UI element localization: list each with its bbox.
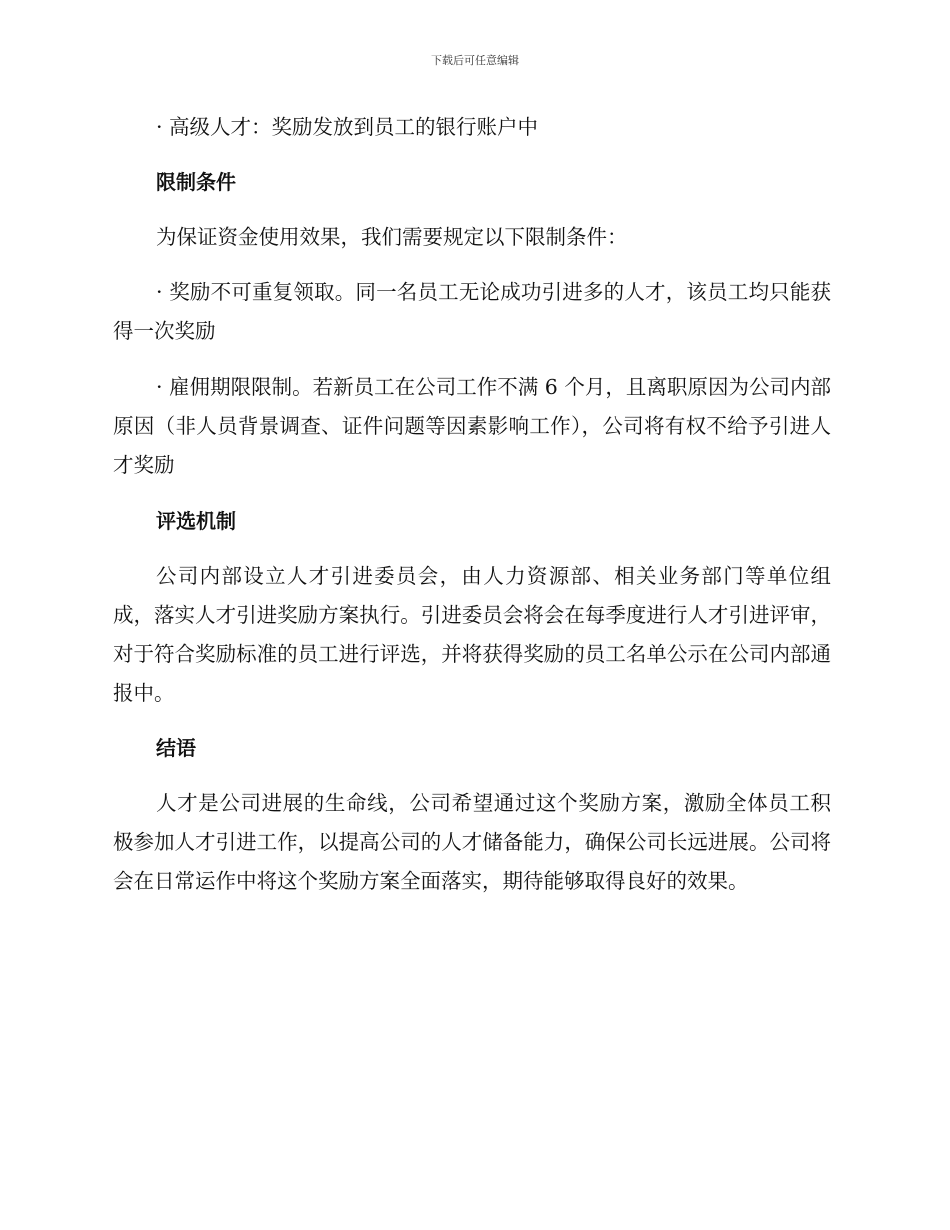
conclusion-paragraph: 人才是公司进展的生命线，公司希望通过这个奖励方案，激励全体员工积极参加人才引进工作，以提高公司的人才储备能力，确保公司长远进展。公司将会在日常运作中将这个奖励方案全面落实，期待能够取得良好的效果。 <box>113 791 831 893</box>
page-header-note: 下载后可任意编辑 <box>431 54 519 67</box>
bullet-senior-talent: · 高级人才：奖励发放到员工的银行账户中 <box>156 115 539 139</box>
restriction-item-no-repeat: · 奖励不可重复领取。同一名员工无论成功引进多的人才，该员工均只能获得一次奖励 <box>113 280 831 343</box>
heading-conclusion: 结语 <box>156 736 196 760</box>
heading-restrictions: 限制条件 <box>156 170 236 194</box>
restrictions-intro: 为保证资金使用效果，我们需要规定以下限制条件： <box>156 225 628 249</box>
document-body <box>113 108 831 901</box>
evaluation-paragraph: 公司内部设立人才引进委员会，由人力资源部、相关业务部门等单位组成，落实人才引进奖励方案执行。引进委员会将会在每季度进行人才引进评审，对于符合奖励标准的员工进行评选，并将获得奖励的员工名单公示在公司内部通报中。 <box>113 564 831 705</box>
restriction-item-employment-term: · 雇佣期限限制。若新员工在公司工作不满 6 个月，且离职原因为公司内部原因（非人员背景调查、证件问题等因素影响工作），公司将有权不给予引进人才奖励 <box>113 375 831 477</box>
heading-evaluation: 评选机制 <box>156 509 236 533</box>
